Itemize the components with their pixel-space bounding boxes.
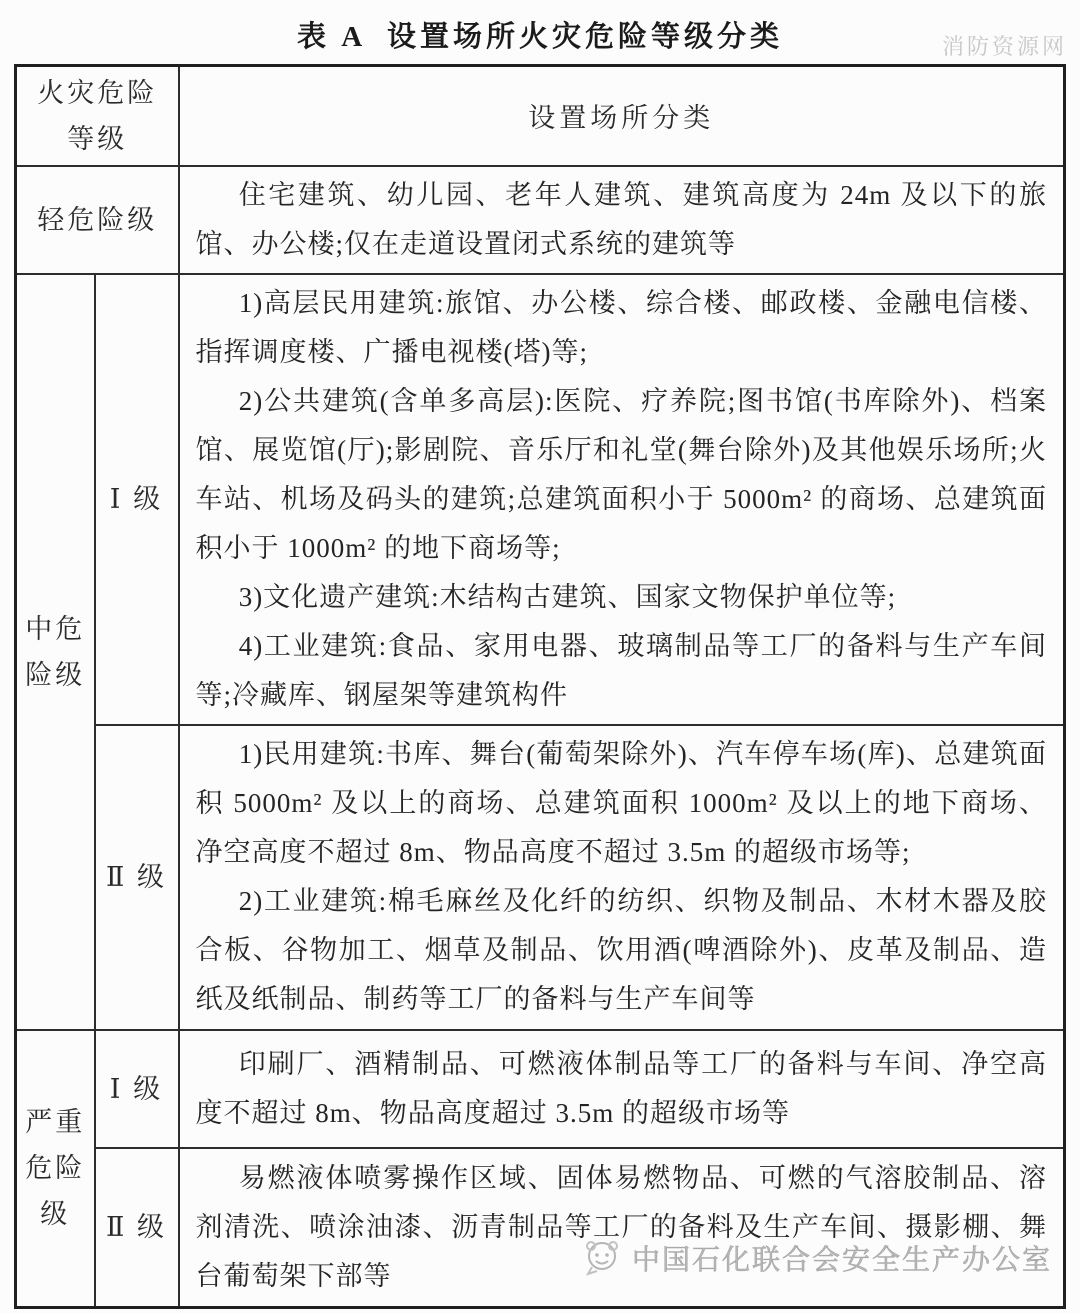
severe-grade2-description [179, 1148, 1065, 1308]
medium-hazard-label [16, 274, 95, 1030]
header-hazard-level [16, 66, 179, 166]
severe-grade1-description [179, 1030, 1065, 1148]
site-watermark: 消防资源网 [941, 34, 1067, 59]
light-hazard-description [179, 166, 1065, 274]
medium-grade1-description [179, 274, 1065, 725]
paragraph: 印刷厂、酒精制品、可燃液体制品等工厂的备料与车间、净空高度不超过 8m、物品高度超过 3.5m 的超级市场等 [195, 1048, 1047, 1128]
paragraph: 2)工业建筑:棉毛麻丝及化纤的纺织、织物及制品、木材木器及胶合板、谷物加工、烟草及制品、饮用酒(啤酒除外)、皮革及制品、造纸及纸制品、制药等工厂的备料与生产车间等 [195, 886, 1047, 1014]
severe-grade1-label: Ⅰ 级 [95, 1030, 179, 1148]
severe-hazard-label-line1: 严重 [25, 1107, 86, 1138]
paragraph: 1)高层民用建筑:旅馆、办公楼、综合楼、邮政楼、金融电信楼、指挥调度楼、广播电视楼(塔)等; [195, 287, 1047, 367]
severe-grade2-label: Ⅱ 级 [95, 1148, 179, 1308]
light-hazard-label: 轻危险级 [16, 166, 179, 274]
paragraph: 住宅建筑、幼儿园、老年人建筑、建筑高度为 24m 及以下的旅馆、办公楼;仅在走道设置闭式系统的建筑等 [195, 179, 1047, 259]
paragraph: 易燃液体喷雾操作区域、固体易燃物品、可燃的气溶胶制品、溶剂清洗、喷涂油漆、沥青制品等工厂的备料及生产车间、摄影棚、舞台葡萄架下部等 [195, 1162, 1047, 1291]
paragraph: 2)公共建筑(含单多高层):医院、疗养院;图书馆(书库除外)、档案馆、展览馆(厅);影剧院、音乐厅和礼堂(舞台除外)及其他娱乐场所;火车站、机场及码头的建筑;总建筑面积小于 5000m² 的商场、总建筑面积小于 1000m² 的地下商场等; [195, 385, 1047, 563]
severe-hazard-label-line3: 级 [40, 1199, 71, 1230]
table-row-medium-hazard-grade1 [16, 274, 1065, 725]
severe-hazard-label-line2: 危险 [25, 1153, 86, 1184]
table-header-row [16, 66, 1065, 166]
header-hazard-level-line2: 等级 [67, 123, 128, 154]
medium-hazard-label-line1: 中危 [25, 613, 86, 644]
severe-hazard-label [16, 1030, 95, 1308]
fire-hazard-classification-table [14, 64, 1066, 1309]
org-watermark-text: 中国石化联合会安全生产办公室 [631, 1245, 1052, 1276]
table-row-light-hazard [16, 166, 1065, 274]
page-title: 表 A 设置场所火灾危险等级分类 [296, 21, 784, 53]
paragraph: 4)工业建筑:食品、家用电器、玻璃制品等工厂的备料与生产车间等;冷藏库、钢屋架等建筑构件 [195, 630, 1047, 710]
medium-grade1-label: Ⅰ 级 [95, 274, 179, 725]
panda-face-logo-icon [578, 1236, 622, 1280]
medium-grade2-description [179, 725, 1065, 1030]
header-site-category: 设置场所分类 [179, 66, 1065, 166]
paragraph: 1)民用建筑:书库、舞台(葡萄架除外)、汽车停车场(库)、总建筑面积 5000m² 及以上的商场、总建筑面积 1000m² 及以上的地下商场、净空高度不超过 8m、物品高度不超过 3.5m 的超级市场等; [195, 739, 1047, 867]
paragraph: 3)文化遗产建筑:木结构古建筑、国家文物保护单位等; [238, 581, 897, 612]
table-row-medium-hazard-grade2 [16, 725, 1065, 1030]
medium-grade2-label: Ⅱ 级 [95, 725, 179, 1030]
header-hazard-level-line1: 火灾危险 [37, 77, 158, 108]
org-watermark [578, 1236, 1052, 1280]
table-row-severe-hazard-grade2 [16, 1148, 1065, 1308]
medium-hazard-label-line2: 险级 [25, 659, 86, 690]
table-row-severe-hazard-grade1 [16, 1030, 1065, 1148]
